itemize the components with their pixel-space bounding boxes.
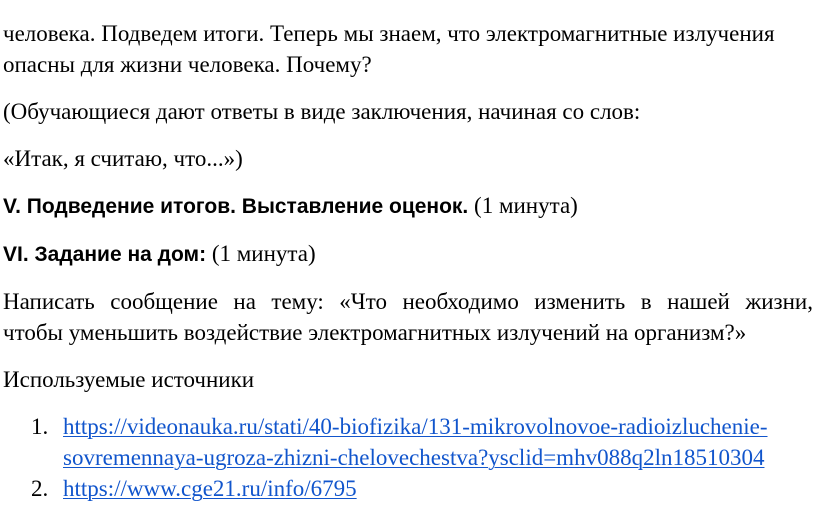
source-item-2-number: 2. [31,476,49,501]
document-body [3,18,815,504]
students-note-line-1: (Обучающиеся дают ответы в виде заключения, начиная со слов: [3,99,641,124]
source-link-1-line-1: https://videonauka.ru/stati/40-biofizika/131-mikrovolnovoe-radioizluchenie- [63,414,768,439]
source-item-2 [3,473,815,504]
source-link-2-line-1: https://www.cge21.ru/info/6795 [63,476,357,501]
section-6-duration: (1 минута) [211,241,316,266]
homework-line-2: чтобы уменьшить воздействие электромагнитных излучений на организм?» [3,320,747,345]
intro-line-1: человека. Подведем итоги. Теперь мы знаем, что электромагнитные излучения [3,21,775,46]
homework-line-1: Написать сообщение на тему: «Что необходимо изменить в нашей жизни, [3,289,813,314]
source-item-1 [3,411,815,473]
sources-list [3,411,815,504]
section-5 [3,190,815,222]
section-5-duration: (1 минута) [474,193,578,218]
source-link-1[interactable] [63,411,815,473]
source-link-2[interactable] [63,473,815,504]
sources-title: Используемые источники [3,367,255,392]
intro-line-2: опасны для жизни человека. Почему? [3,52,372,77]
students-note-line-2: «Итак, я считаю, что...») [3,146,243,171]
source-item-1-number: 1. [31,414,49,439]
section-5-heading: V. Подведение итогов. Выставление оценок. [3,195,469,218]
section-6-heading: VI. Задание на дом: [3,243,207,266]
section-6 [3,238,815,270]
source-link-1-line-2: sovremennaya-ugroza-zhizni-chelovechestva?ysclid=mhv088q2ln18510304 [63,445,765,470]
